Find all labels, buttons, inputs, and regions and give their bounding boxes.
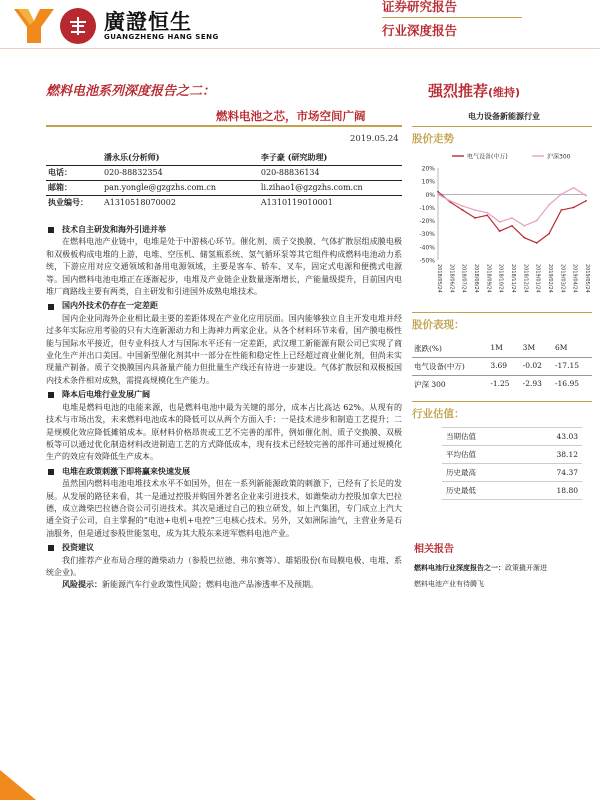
bullet-icon: [48, 469, 54, 475]
perf-cell: 3.69: [488, 358, 520, 376]
bullet-icon: [48, 545, 54, 551]
x-tick-label: 2018/09/24: [485, 264, 492, 293]
y-tick-label: -40%: [419, 244, 435, 252]
analyst-name-2: 李子豪 (研究助理): [260, 151, 328, 162]
perf-row-name: 沪深 300: [412, 376, 488, 394]
data-point: [523, 225, 525, 227]
data-point: [462, 205, 464, 207]
perf-header: 3M: [522, 343, 536, 352]
section-paragraph: 我们推荐产业布局合理的潍柴动力（参股巴拉德、弗尔赛等）、雄韬股份(布局膜电极、电堆、系统企业)。: [46, 555, 402, 577]
data-point: [585, 195, 587, 197]
data-point: [449, 200, 451, 202]
data-point: [462, 209, 464, 211]
data-point: [437, 191, 439, 193]
section-paragraph: 电堆是燃料电池的电能来源，也是燃料电池中最为关键的部分，成本占比高达 62%。从现有的技术与市场出发，未来燃料电池成本的降低可以从两个方面入手：一是技术进步和制造工艺提升；二是规模化效应降低摊销成本。原材料价格昂贵或工艺不完善的部件，例如催化剂、质子交换膜、双极板等可以通过优化制造材料改进制造工艺的方式降低成本，现有技术已经较完善的部件可通过规模化生产的效应有效降低生产成本。: [46, 402, 402, 462]
bullet-icon: [48, 227, 54, 233]
x-tick-label: 2018/06/24: [448, 264, 455, 293]
val-label: 历史最低: [442, 482, 521, 500]
sidebar-divider: [412, 312, 592, 313]
section-heading: 降本后电堆行业发展广阔: [46, 389, 402, 401]
price-trend-chart: [412, 148, 592, 308]
report-subtitle: 燃料电池之芯，市场空间广阔: [216, 109, 366, 123]
perf-cell: -17.15: [553, 358, 592, 376]
email-label: 邮箱：: [48, 182, 72, 192]
val-label: 当期估值: [442, 428, 521, 446]
price-trend-svg: [412, 148, 592, 308]
perf-cell: -2.93: [521, 376, 553, 394]
analyst-phone-1: 020-88832354: [104, 168, 163, 177]
report-type: 证券研究报告: [382, 0, 458, 14]
report-type-block: [382, 0, 522, 39]
perf-header: 涨跌(%): [414, 344, 442, 353]
sidebar: [412, 80, 592, 589]
data-point: [523, 237, 525, 239]
sidebar-divider: [412, 126, 592, 127]
risk-label: 风险提示：: [62, 580, 102, 590]
x-tick-label: 2018/08/24: [473, 264, 479, 293]
data-point: [573, 187, 575, 189]
section-paragraph: 在燃料电池产业链中，电堆是处于中游核心环节。催化剂、质子交换膜、气体扩散层组成膜电极和双极板构成电堆的上游，电堆、空压机、储氢瓶系统、氢气循环泵等其它组件构成燃料电池动力系统，下游应用对应交通领域和备用电源领域，主要是客车、轿车、叉车，固定式电源和便携式电源等。国内燃料电池电堆正在逐渐起步，电堆及产业链企业数量逐渐增长，产能量级提升，目前国内电堆厂商路线主要有两类，自主研发和引进国外成熟电堆技术。: [46, 237, 402, 297]
report-body: [46, 222, 402, 592]
y-tick-label: 20%: [421, 165, 435, 173]
data-point: [486, 214, 488, 216]
data-point: [585, 200, 587, 202]
x-tick-label: 2019/02/24: [547, 264, 553, 293]
perf-cell: -0.02: [521, 358, 553, 376]
data-point: [511, 217, 513, 219]
perf-row-name: 电气设备(中万): [412, 358, 488, 376]
analyst-license-2: A1310119010001: [260, 198, 333, 208]
valuation-heading: 行业估值：: [412, 408, 465, 420]
y-tick-label: 10%: [421, 178, 435, 186]
data-point: [573, 207, 575, 209]
author-info: [46, 150, 402, 210]
data-point: [536, 220, 538, 222]
data-point: [437, 193, 439, 195]
analyst-email-1[interactable]: pan.yongle@gzgzhs.com.cn: [104, 183, 217, 192]
report-title: 燃料电池系列深度报告之二：: [46, 84, 216, 99]
footer-corner-decoration: [0, 770, 36, 800]
risk-text: 新能源汽车行业政策性风险；燃料电池产品渗透率不及预期。: [102, 580, 318, 590]
data-point: [499, 230, 501, 232]
y-tick-label: -10%: [419, 204, 435, 212]
x-tick-label: 2019/05/24: [584, 264, 590, 293]
performance-table: [412, 340, 592, 393]
rating: [428, 80, 592, 101]
val-value: 38.12: [521, 446, 582, 464]
bullet-icon: [48, 392, 54, 398]
section-heading: 电堆在政策刺激下即将赢来快速发展: [46, 466, 402, 478]
perf-cell: -16.95: [553, 376, 592, 394]
section-heading: 国内外技术仍存在一定差距: [46, 300, 402, 312]
seal-icon: [60, 8, 96, 44]
analyst-name-1: 潘永乐(分析师): [104, 151, 160, 162]
phone-label: 电话：: [48, 167, 72, 177]
data-point: [499, 221, 501, 223]
y-tick-label: -50%: [419, 257, 435, 265]
x-tick-label: 2018/12/24: [522, 264, 529, 293]
related-reports: [414, 540, 592, 589]
val-value: 43.03: [521, 428, 582, 446]
section-paragraph: 虽然国内燃料电池电堆技术水平不如国外，但在一系列新能源政策的刺激下，已经有了长足的发展。从发展的路径来看，其一是通过控股并购国外著名企业来引进技术，如潍柴动力控股加拿大巴拉德，成立潍柴巴拉德合资公司引进技术。其次是通过自己的独立研发，如上汽集团，专门成立上汽大通全资子公司，自主掌握的“电池+电机+电控”三电核心技术。另外，又如洲际油气，主营业务是石油服务，但是通过参股世能氢电，成为其大股东来进军燃料电池产业。: [46, 479, 402, 538]
sidebar-divider: [412, 401, 592, 402]
logo-mark-icon: [14, 9, 54, 43]
valuation-table: [412, 427, 592, 500]
header-divider: [382, 17, 522, 18]
report-subtype: 行业深度报告: [382, 23, 458, 38]
data-point: [511, 225, 513, 227]
risk-warning: [46, 579, 402, 591]
related-report-link[interactable]: 燃料电池产业有待腾飞: [414, 580, 484, 588]
data-point: [560, 193, 562, 195]
title-divider: [46, 125, 402, 127]
series-line-2: [438, 188, 586, 226]
legend-label: 沪深300: [547, 153, 571, 161]
x-tick-label: 2018/05/24: [436, 264, 442, 293]
x-tick-label: 2019/03/24: [559, 264, 566, 293]
related-report-link[interactable]: 燃料电池行业深度报告之一：政策撬开渐进: [414, 563, 547, 572]
industry-name: 电力设备新能源行业: [468, 111, 540, 121]
section-heading: 技术自主研发和海外引进并举: [46, 224, 402, 236]
x-tick-label: 2019/04/24: [571, 264, 578, 293]
data-point: [548, 233, 550, 235]
license-label: 执业编号：: [48, 197, 88, 208]
data-point: [536, 242, 538, 244]
perf-header: 1M: [490, 343, 503, 352]
trend-heading: 股价走势: [412, 133, 454, 145]
data-point: [486, 212, 488, 214]
x-tick-label: 2018/11/24: [510, 264, 516, 293]
rating-value: 强烈推荐: [428, 82, 489, 100]
brand-name-cn: 廣證恒生: [104, 10, 192, 34]
related-heading: 相关报告: [414, 544, 454, 555]
y-tick-label: 0%: [425, 191, 435, 199]
data-point: [474, 209, 476, 211]
perf-cell: -1.25: [488, 376, 520, 394]
brand-name-en: GUANGZHENG HANG SENG: [104, 33, 219, 41]
perf-header: 6M: [555, 343, 568, 352]
val-value: 18.80: [521, 482, 582, 500]
val-label: 历史最高: [442, 464, 521, 482]
x-tick-label: 2018/10/24: [497, 264, 504, 293]
analyst-license-1: A1310518070002: [104, 198, 176, 208]
data-point: [474, 217, 476, 219]
val-label: 平均估值: [442, 446, 521, 464]
data-point: [560, 209, 562, 211]
section-heading: 投资建议: [46, 542, 402, 554]
analyst-email-2[interactable]: li.zihao1@gzgzhs.com.cn: [260, 183, 363, 192]
section-paragraph: 国内企业同海外企业相比最主要的差距体现在产业化应用层面。国内能够独立自主开发电堆并经过多年实际应用考验的只有大连新源动力和上海神力两家企业。从各个材料环节来看，国产膜电极性能与国际水平接近，但专业科技人才与国际水平还有一定差距，武汉理工新能源有限公司已实现了商业化生产并出口美国。中国新型催化剂其中一部分在性能和稳定性上已经超过商业催化剂，但尚未实现量产制备。质子交换膜国内具备量产能力但批量生产线还有待进一步建设。气体扩散层和双极板国内技术条件相对成熟，需提高规模化生产能力。: [46, 313, 402, 385]
y-tick-label: -20%: [419, 218, 435, 226]
x-tick-label: 2018/07/24: [460, 264, 467, 293]
header-rule: [0, 48, 600, 49]
bullet-icon: [48, 304, 54, 310]
data-point: [548, 204, 550, 206]
x-tick-label: 2019/01/24: [534, 264, 541, 293]
report-date: 2019.05.24: [350, 134, 399, 144]
val-value: 74.37: [521, 464, 582, 482]
y-tick-label: -30%: [419, 231, 435, 239]
brand-logo: [14, 6, 219, 46]
rating-note: (维持): [488, 86, 521, 99]
legend-label: 电气设备(中万): [467, 153, 508, 161]
perf-heading: 股价表现：: [412, 319, 465, 331]
analyst-phone-2: 020-88836134: [260, 168, 320, 177]
